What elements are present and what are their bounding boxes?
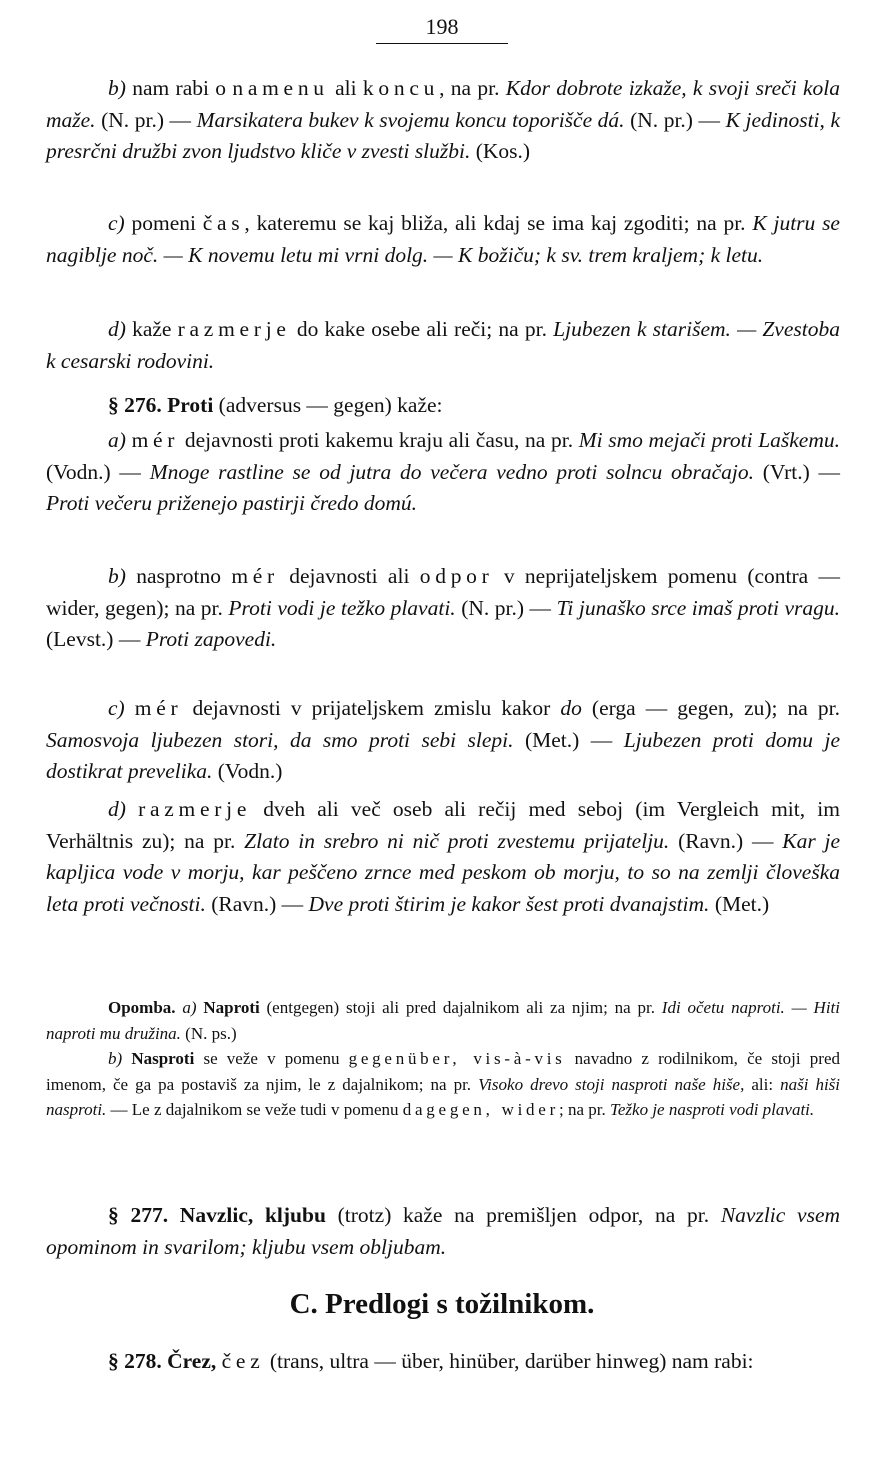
paragraph-276-b: b) nasprotno mér dejavnosti ali odpor v neprijateljskem pomenu (contra — wider, gegen); na pr. Proti vodi je težko plavati. (N. pr.) — Ti junaško srce imaš proti vragu. (Levst.) — Proti zapovedi. [46, 564, 841, 651]
paragraph-276-a: a) mér dejavnosti proti kakemu kraju ali času, na pr. Mi smo mejači proti Laškemu. (Vodn.) — Mnoge rastline se od jutra do večera vedno proti solncu obračajo. (Vrt.) — Proti večeru priženejo pastirji čredo domú. [46, 428, 841, 515]
note-nasproti: b) Nasproti se veže v pomenu gegenüber, vis-à-vis navadno z rodilnikom, če stoji pred imenom, če ga pa postaviš za njim, le z dajalnikom; na pr. Visoko drevo stoji nasproti naše hiše, ali: naši hiši nasproti. — Le z dajalnikom se veže tudi v pomenu dagegen, wider; na pr. Težko je nasproti vodi plavati. [46, 1049, 841, 1119]
note-naproti: Opomba. a) Naproti (entgegen) stoji ali pred dajalnikom ali za njim; na pr. Idi očetu naproti. — Hiti naproti mu družina. (N. ps.) [46, 998, 840, 1043]
section-277: § 277. Navzlic, kljubu (trotz) kaže na premišljen odpor, na pr. Navzlic vsem opominom in svarilom; kljubu vsem obljubam. [46, 1203, 841, 1259]
paragraph-276-c: c) mér dejavnosti v prijateljskem zmislu kakor do (erga — gegen, zu); na pr. Samosvoja ljubezen stori, da smo proti sebi slepi. (Met.) — Ljubezen proti domu je dostikrat prevelika. (Vodn.) [46, 696, 841, 783]
paragraph-d-razmerje: d) kaže razmerje do kake osebe ali reči; na pr. Ljubezen k starišem. — Zvestoba k cesarski rodovini. [46, 317, 840, 373]
section-278: § 278. Črez, čez (trans, ultra — über, hinüber, darüber hinweg) nam rabi: [108, 1349, 754, 1373]
paragraph-c-cas: c) pomeni čas, kateremu se kaj bliža, ali kdaj se ima kaj zgoditi; na pr. K jutru se nagiblje noč. — K novemu letu mi vrni dolg. — K božiču; k sv. trem kraljem; k letu. [46, 211, 840, 267]
page-number: 198 [425, 14, 459, 39]
paragraph-276-d: d) razmerje dveh ali več oseb ali rečij med seboj (im Vergleich mit, im Verhältnis zu); na pr. Zlato in srebro ni nič proti zvestemu prijatelju. (Ravn.) — Kar je kapljica vode v morju, kar peščeno zrnce med peskom ob morju, to so na zemlji človeška leta proti večnosti. (Ravn.) — Dve proti štirim je kakor šest proti dvanajstim. (Met.) [46, 797, 840, 916]
chapter-heading: C. Predlogi s tožilnikom. [289, 1288, 595, 1320]
page-number-rule [376, 43, 508, 44]
paragraph-b-namen: b) nam rabi o namenu ali koncu, na pr. Kdor dobrote izkaže, k svoji sreči kola maže. (N. pr.) — Marsikatera bukev k svojemu koncu toporišče dá. (N. pr.) — K jedinosti, k presrčni družbi zvon ljudstvo kliče v zvesti službi. (Kos.) [46, 76, 840, 163]
section-276-heading: § 276. Proti (adversus — gegen) kaže: [108, 393, 443, 417]
